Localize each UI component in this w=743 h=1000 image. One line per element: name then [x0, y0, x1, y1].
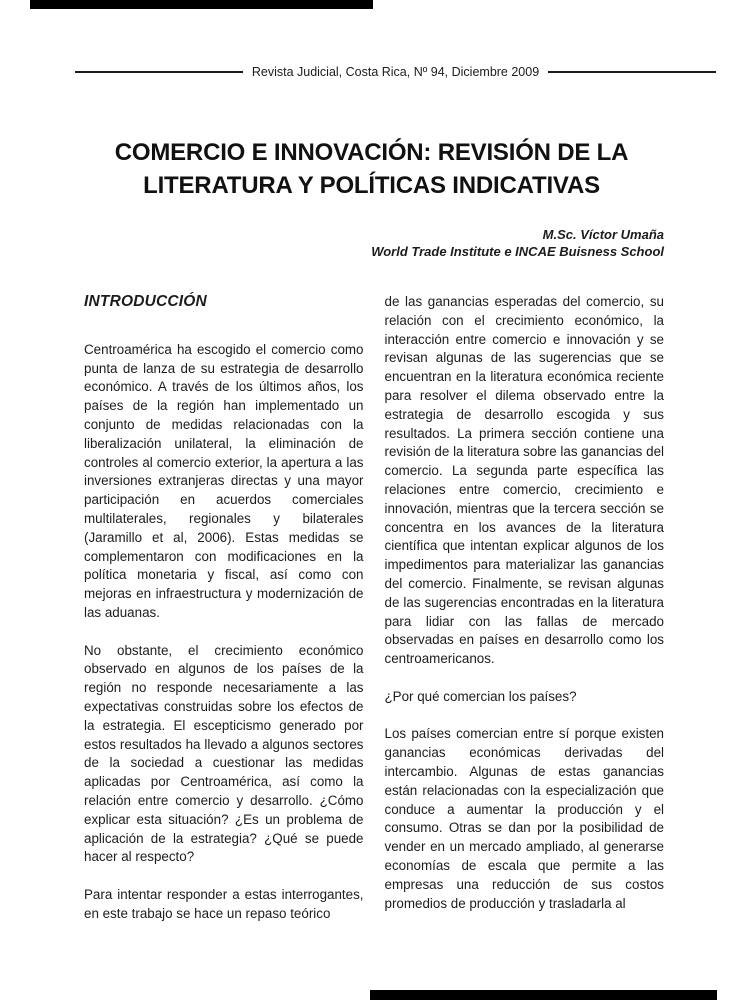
right-column: [385, 293, 665, 942]
left-column: [84, 293, 364, 942]
article-title: [0, 136, 743, 202]
page-header: [75, 65, 716, 79]
subheading-por-que-comercian: ¿Por qué comercian los países?: [384, 688, 577, 704]
section-heading-introduccion: INTRODUCCIÓN: [84, 293, 207, 310]
scan-artifact-top-bar: [30, 0, 373, 9]
article-title-line1: COMERCIO E INNOVACIÓN: REVISIÓN DE LA: [114, 139, 629, 167]
author-name: M.Sc. Víctor Umaña: [542, 227, 664, 242]
header-rule-left: [75, 71, 243, 73]
left-paragraph-1: Centroamérica ha escogido el comercio como punta de lanza de su estrategia de desarrollo económico. A través de los últimos años, los países de la región han implementado un conjunto de medidas relacionadas con la liberalización unilateral, la eliminación de controles al comercio exterior, la apertura a las inversiones extranjeras directas y una mayor participación en acuerdos comerciales multilaterales, regionales y bilaterales (Jaramillo et al, 2006). Estas medidas se complementaron con modificaciones en la política monetaria y fiscal, así como con mejoras en infraestructura y modernización de las aduanas.: [84, 341, 364, 620]
journal-header-text: Revista Judicial, Costa Rica, Nº 94, Diciembre 2009: [251, 65, 540, 79]
author-affiliation: World Trade Institute e INCAE Buisness School: [371, 244, 664, 259]
left-paragraph-3: Para intentar responder a estas interrogantes, en este trabajo se hace un repaso teórico: [84, 886, 364, 921]
article-title-line2: LITERATURA Y POLÍTICAS INDICATIVAS: [143, 172, 600, 200]
left-paragraph-2: No obstante, el crecimiento económico observado en algunos de los países de la región no responde necesariamente a las expectativas construidas sobre los efectos de la estrategia. El escepticismo generado por estos resultados ha llevado a algunos sectores de la sociedad a cuestionar las medidas aplicadas por Centroamérica, así como la relación entre comercio y desarrollo. ¿Cómo explicar esta situación? ¿Es un problema de aplicación de la estrategia? ¿Qué se puede hacer al respecto?: [84, 642, 364, 865]
byline: [84, 226, 664, 260]
right-paragraph-1: de las ganancias esperadas del comercio, su relación con el crecimiento económico, la interacción entre comercio e innovación y se revisan algunas de las sugerencias que se encuentran en la literatura económica reciente para resolver el dilema observado entre la estrategia de desarrollo escogida y sus resultados. La primera sección contiene una revisión de la literatura sobre las ganancias del comercio. La segunda parte específica las relaciones entre comercio, crecimiento e innovación, mientras que la tercera sección se concentra en los avances de la literatura científica que intentan explicar algunos de los impedimentos para materializar las ganancias del comercio. Finalmente, se revisan algunas de las sugerencias encontradas en la literatura para lidiar con las fallas de mercado observadas en países en desarrollo como los centroamericanos.: [384, 294, 664, 667]
header-rule-right: [548, 71, 716, 73]
article-body: [84, 293, 664, 942]
scan-artifact-bottom-bar: [370, 990, 717, 1000]
right-paragraph-2: Los países comercian entre sí porque existen ganancias económicas derivadas del intercambio. Algunas de estas ganancias están relacionadas con la especialización que conduce a aumentar la producción y el consumo. Otras se dan por la posibilidad de vender en un mercado ampliado, al generarse economías de escala que permite a las empresas una reducción de sus costos promedios de producción y trasladarla al: [384, 726, 664, 911]
